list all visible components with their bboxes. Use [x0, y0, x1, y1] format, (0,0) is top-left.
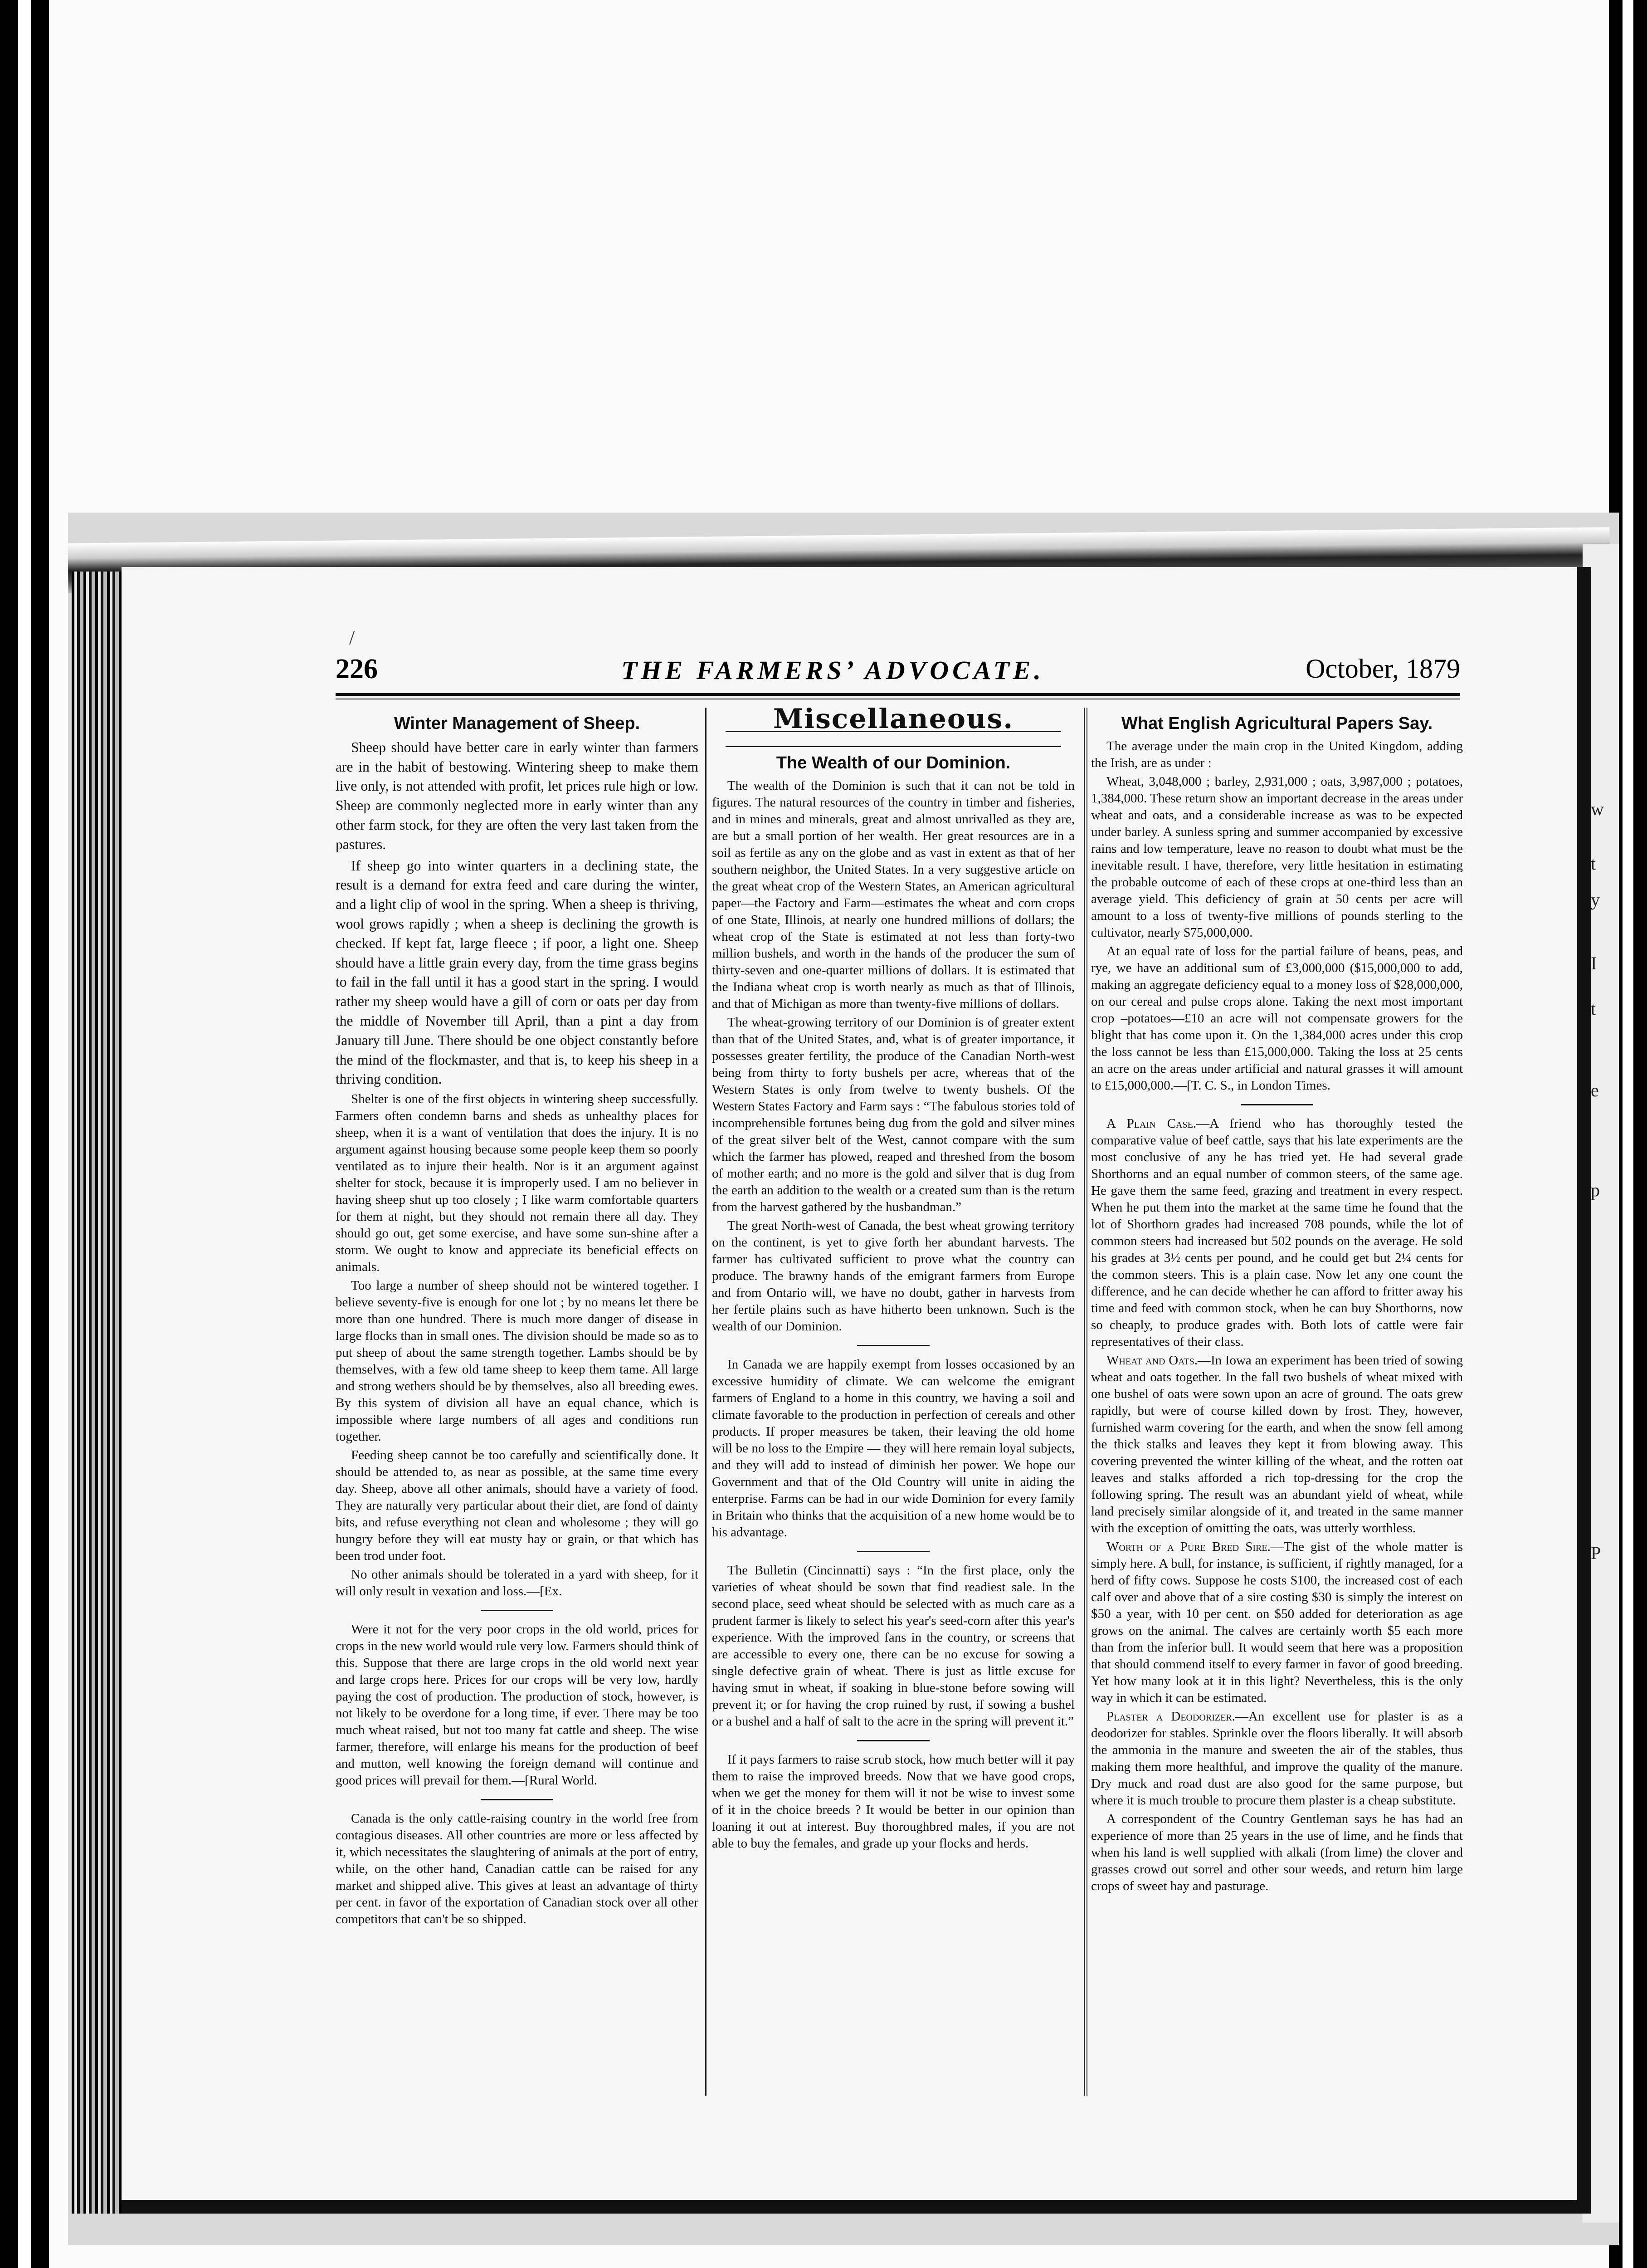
pencil-mark: / — [349, 626, 355, 649]
article-paragraph: Too large a number of sheep should not be wintered together. I believe seventy-five is enough for one lot ; by no means let there be more than one hundred. There is much more danger of disease in large flocks than in small ones. The division should be made so as to put sheep of about the same strength together. Lambs should be by themselves, with a few old tame sheep to keep them tame. All large and strong wethers should be by themselves, also all breeding ewes. By this system of division all have an equal chance, which is impossible where large numbers of all ages and conditions run together. — [336, 1278, 698, 1444]
item-text: —An excellent use for plaster is as a deodorizer for stables. Sprinkle over the floors liberally. It will absorb the ammonia in the manure and sweeten the air of the stables, thus making them more healthful, and improve the quality of the manure. Dry muck and road dust are also good for the same purpose, but where it is much trouble to procure them plaster is a cheap substitute. — [1091, 1709, 1463, 1808]
article-paragraph: The wheat-growing territory of our Dominion is of greater extent than that of the United States, and, what is of greater importance, it possesses greater fertility, the produce of the Canadian North-west being from thirty to forty bushels per acre, whereas that of the Western States is only from twelve to twenty bushels. Of the Western States Factory and Farm says : “The fabulous stories told of incomprehensible fortunes being dug from the gold and silver mines of the great silver belt of the West, cannot compare with the sum which the farmer has plowed, reaped and threshed from the bosom of mother earth; and no more is the gold and silver that is dug from the earth an addition to the wealth or a created sum than is the return from the harvest gathered by the husbandman.” — [712, 1015, 1075, 1214]
book-bottom-edge — [122, 2200, 1586, 2214]
item-lead: Plaster a Deodorizer. — [1106, 1709, 1235, 1724]
article-heading: The Wealth of our Dominion. — [776, 753, 1011, 772]
article-paragraph: Canada is the only cattle-raising country in the world free from contagious diseases. All other countries are more or less affected by it, which necessitates the slaughtering of animals at the port of entry, while, on the other hand, Canadian cattle can be raised for any market and shipped alive. This gives at least an advantage of thirty per cent. in favor of the exportation of Canadian stock over all other competitors that can't be so shipped. — [336, 1811, 698, 1927]
facing-page-fragment: t — [1591, 998, 1596, 1019]
article-paragraph: In Canada we are happily exempt from losses occasioned by an excessive humidity of climate. We can welcome the emigrant farmers of England to a home in this country, we having a soil and climate favorable to the production in perfection of cereals and other products. If proper measures be taken, their leaving the old home will be no loss to the Empire — they will here remain loyal subjects, and they will add to instead of diminish her power. We hope our Government and that of the Old Country will unite in aiding the enterprise. Farms can be had in our wide Dominion for every family in Britain who thinks that the acquisition of a new home would be to his advantage. — [712, 1357, 1075, 1540]
item-text: —In Iowa an experiment has been tried of sowing wheat and oats together. In the fall two bushels of wheat mixed with one bushel of oats were sown upon an acre of ground. The oats grew rapidly, but were of course killed down by frost. They, however, furnished warm covering for the earth, and when the snow fell among the thick stalks and leaves they kept it from blowing away. This covering prevented the winter killing of the wheat, and the rotten oat leaves and stalks afforded a rich top-dressing for the crop the following spring. The result was an abundant yield of wheat, while land precisely similar alongside of it, and treated in the same manner with the exception of omitting the oats, was utterly worthless. — [1091, 1353, 1463, 1535]
article-paragraph: Were it not for the very poor crops in the old world, prices for crops in the new world would rule very low. Farmers should think of this. Suppose that there are large crops in the old world next year and large crops here. Prices for our crops will be very low, hardly paying the cost of production. The production of stock, however, is not likely to be overdone for a long time, if ever. There may be too much wheat raised, but not too many fat cattle and sheep. The wise farmer, therefore, will enlarge his means for the production of beef and mutton, well knowing the foreign demand will continue and good prices will prevail for them.—[Rural World. — [336, 1622, 698, 1788]
issue-date: October, 1879 — [1306, 654, 1460, 684]
article-paragraph: The wealth of the Dominion is such that it can not be told in figures. The natural resources of the country in timber and fisheries, and in mines and minerals, great and almost unrivalled as they are, are but a small portion of her wealth. Her great resources are in a soil as fertile as any on the globe and as vast in extent as that of her southern neighbor, the United States. In a very suggestive article on the great wheat crop of the Western States, an American agricultural paper—the Factory and Farm—estimates the wheat and corn crops of one State, Illinois, at nearly one hundred millions of dollars; the wheat crop of the State is estimated at not less than forty-two million bushels, and worth in the hands of the producer the sum of thirty-seven and one-quarter millions of dollars. It is estimated that the Indiana wheat crop is worth nearly as much as that of Illinois, and that of Michigan as more than twenty-five millions of dollars. — [712, 778, 1075, 1011]
article-paragraph: Wheat, 3,048,000 ; barley, 2,931,000 ; oats, 3,987,000 ; potatoes, 1,384,000. These return show an important decrease in the areas under wheat and oats, and a considerable increase as was to be expected under barley. A sunless spring and summer accompanied by excessive rains and low temperature, leave no reason to doubt what must be the inevitable result. I have, therefore, very little hesitation in estimating the probable outcome of each of these crops at one-third less than an average yield. This deficiency of grain at 50 cents per acre will amount to a loss of twenty-five millions of pounds sterling to the cultivator, nearly $75,000,000. — [1091, 774, 1463, 940]
facing-page-fragment: e — [1591, 1080, 1599, 1100]
article-paragraph: If it pays farmers to raise scrub stock, how much better will it pay them to raise the improved breeds. Now that we have good crops, when we get the money for them will it not be wise to invest some of it in the choice breeds ? It would be better in our opinion than loaning it out at interest. Buy thoroughbred males, if you are not able to buy the females, and grade up your flocks and herds. — [712, 1752, 1075, 1851]
section-title: Miscellaneous. — [773, 708, 1014, 735]
page-number: 226 — [336, 654, 378, 684]
article-divider — [481, 1799, 553, 1800]
column-rule — [705, 708, 707, 2096]
article-divider — [857, 1740, 930, 1741]
article-heading: Winter Management of Sheep. — [394, 714, 640, 733]
article-paragraph: Feeding sheep cannot be too carefully and scientifically done. It should be attended to, as near as possible, at the same time every day. Sheep, above all other animals, should have a variety of food. They are naturally very particular about their diet, are fond of dainty bits, and refuse everything not clean and wholesome ; they will go hungry before they will eat musty hay or grain, or that which has been trod under foot. — [336, 1448, 698, 1564]
column-3 — [1091, 708, 1463, 2096]
article-paragraph: A correspondent of the Country Gentleman says he has had an experience of more than 25 years in the use of lime, and he finds that when his land is well supplied with alkali (from lime) the clover and grasses crowd out sorrel and other sour weeds, and return him large crops of sweet hay and pasturage. — [1091, 1811, 1463, 1893]
masthead-rule — [336, 693, 1460, 696]
article-paragraph: At an equal rate of loss for the partial failure of beans, peas, and rye, we have an additional sum of £3,000,000 ($15,000,000 to add, making an aggregate deficiency equal to a money loss of $28,000,000, on our cereal and pulse crops alone. Taking the next most important crop –potatoes—£10 an acre will not compensate growers for the blight that has come upon it. On the 1,384,000 acres under this crop the loss cannot be less than £15,000,000. Taking the loss at 25 cents an acre on the areas under artificial and natural grasses it will amount to £15,000,000.—[T. C. S., in London Times. — [1091, 943, 1463, 1093]
facing-page-fragment: p — [1591, 1180, 1600, 1200]
column-1 — [336, 708, 698, 2096]
article-paragraph: Sheep should have better care in early winter than farmers are in the habit of bestowing. Wintering sheep to make them live only, is not attended with profit, let prices rule high or low. Sheep are commonly neglected more in early winter than any other farm stock, for they are often the very last taken from the pastures. — [336, 739, 698, 852]
facing-page-fragment: P — [1591, 1543, 1601, 1563]
article-divider — [857, 1551, 930, 1552]
film-strip-left — [18, 0, 31, 2268]
facing-page-fragment: w — [1591, 799, 1604, 819]
article-divider — [481, 1610, 553, 1611]
article-paragraph — [1091, 1539, 1463, 1706]
article-divider — [857, 1345, 930, 1346]
article-paragraph: Shelter is one of the first objects in wintering sheep successfully. Farmers often condemn barns and sheds as unhealthy places for sheep, when it is a want of ventilation that does the injury. It is no argument against housing because some people keep them so poorly ventilated as to injure their health. Nor is it an argument against shelter for stock, because it is improperly used. I am no believer in having sheep shut up too closely ; I like warm comfortable quarters for them at night, but they should not remain there all day. They should go out, get some exercise, and have some sun-shine after a storm. We ought to know and appreciate its beneficial effects on animals. — [336, 1092, 698, 1275]
item-lead: Wheat and Oats. — [1106, 1353, 1198, 1368]
article-paragraph — [1091, 1708, 1463, 1809]
facing-page-fragment: y — [1591, 890, 1600, 910]
film-strip-right — [1623, 0, 1633, 2268]
article-paragraph — [1091, 1115, 1463, 1350]
newspaper-title: THE FARMERS’ ADVOCATE. — [621, 655, 1044, 685]
item-lead: Worth of a Pure Bred Sire. — [1106, 1539, 1271, 1554]
column-rule — [1084, 708, 1085, 2096]
item-text: —A friend who has thoroughly tested the comparative value of beef cattle, says that his late experiments are the most conclusive of any he has tried yet. He had several grade Shorthorns and an equal number of common steers, of the same age. He gave them the same feed, grazing and treatment in every respect. When he put them into the market at the same time he found that the lot of Shorthorn grades had increased 708 pounds, while the lot of common steers had increased but 502 pounds on the average. He sold his grades at 3½ cents per pound, and he could get but 2¼ cents for the common steers. This is a plain case. Now let any one count the difference, and he can decide whether he can afford to fritter away his time and feed with common stock, when he can buy Shorthorns, now so cheaply, to produce grades with. Both lots of cattle were fair representatives of their class. — [1091, 1116, 1463, 1349]
masthead — [336, 653, 1460, 689]
article-paragraph: If sheep go into winter quarters in a declining state, the result is a demand for extra feed and care during the winter, and a light clip of wool in the spring. When a sheep is thriving, wool grows rapidly ; when a sheep is declining the growth is checked. If kept fat, large fleece ; if poor, a light one. Sheep should have a little grain every day, from the time grass begins to fail in the fall until it has a good start in the spring. I would rather my sheep would have a gill of corn or oats per day from the middle of November till April, than a pint a day from January till June. There should be one object constantly before the mind of the flockmaster, and that is, to keep his sheep in a thriving condition. — [336, 857, 698, 1087]
facing-page-fragment: I — [1591, 953, 1597, 973]
article-paragraph — [1091, 1352, 1463, 1537]
article-paragraph: The Bulletin (Cincinnatti) says : “In the first place, only the varieties of wheat should be sown that find readiest sale. In the second place, seed wheat should be selected with as much care as a prudent farmer is likely to select his year's seed-corn after this year's experience. With the improved fans in the country, or screens that are accessible to every one, there can be no excuse for sowing a single defective grain of wheat. There is just as little excuse for having smut in wheat, if soaking in blue-stone before sowing will prevent it; or for having the crop ruined by rust, if sowing a bushel or a bushel and a half of salt to the acre in the spring will prevent it.” — [712, 1563, 1075, 1729]
item-lead: A Plain Case. — [1106, 1116, 1197, 1131]
article-heading: What English Agricultural Papers Say. — [1121, 714, 1433, 733]
article-divider — [1241, 1104, 1313, 1105]
facing-page-fragment: t — [1591, 853, 1596, 874]
article-paragraph: No other animals should be tolerated in a yard with sheep, for it will only result in vexation and loss.—[Ex. — [336, 1567, 698, 1599]
article-paragraph: The great North-west of Canada, the best wheat growing territory on the continent, is yet to give forth her abundant harvests. The farmer has cultivated sufficient to prove what the country can produce. The brawny hands of the emigrant farmers from Europe and from Ontario will, we have no doubt, gather in harvests from her fertile plains such as have hitherto been unknown. Such is the wealth of our Dominion. — [712, 1218, 1075, 1334]
item-text: —The gist of the whole matter is simply here. A bull, for instance, is sufficient, if rightly managed, for a herd of fifty cows. Suppose he costs $100, the increased cost of each calf over and above that of a sire costing $30 is simply the interest on $50 a year, with 10 per cent. on $50 added for deterioration as age grows on the animal. The calves are certainly worth $5 each more than from the inferior bull. It would seem that here was a proposition that should commend itself to every farmer in favor of good breeding. Yet how many look at it in this light? Nevertheless, this is the only way in which it can be estimated. — [1091, 1539, 1463, 1705]
book-spine — [72, 572, 122, 2214]
column-2 — [712, 708, 1075, 2096]
article-paragraph: The average under the main crop in the United Kingdom, adding the Irish, are as under : — [1091, 738, 1463, 770]
